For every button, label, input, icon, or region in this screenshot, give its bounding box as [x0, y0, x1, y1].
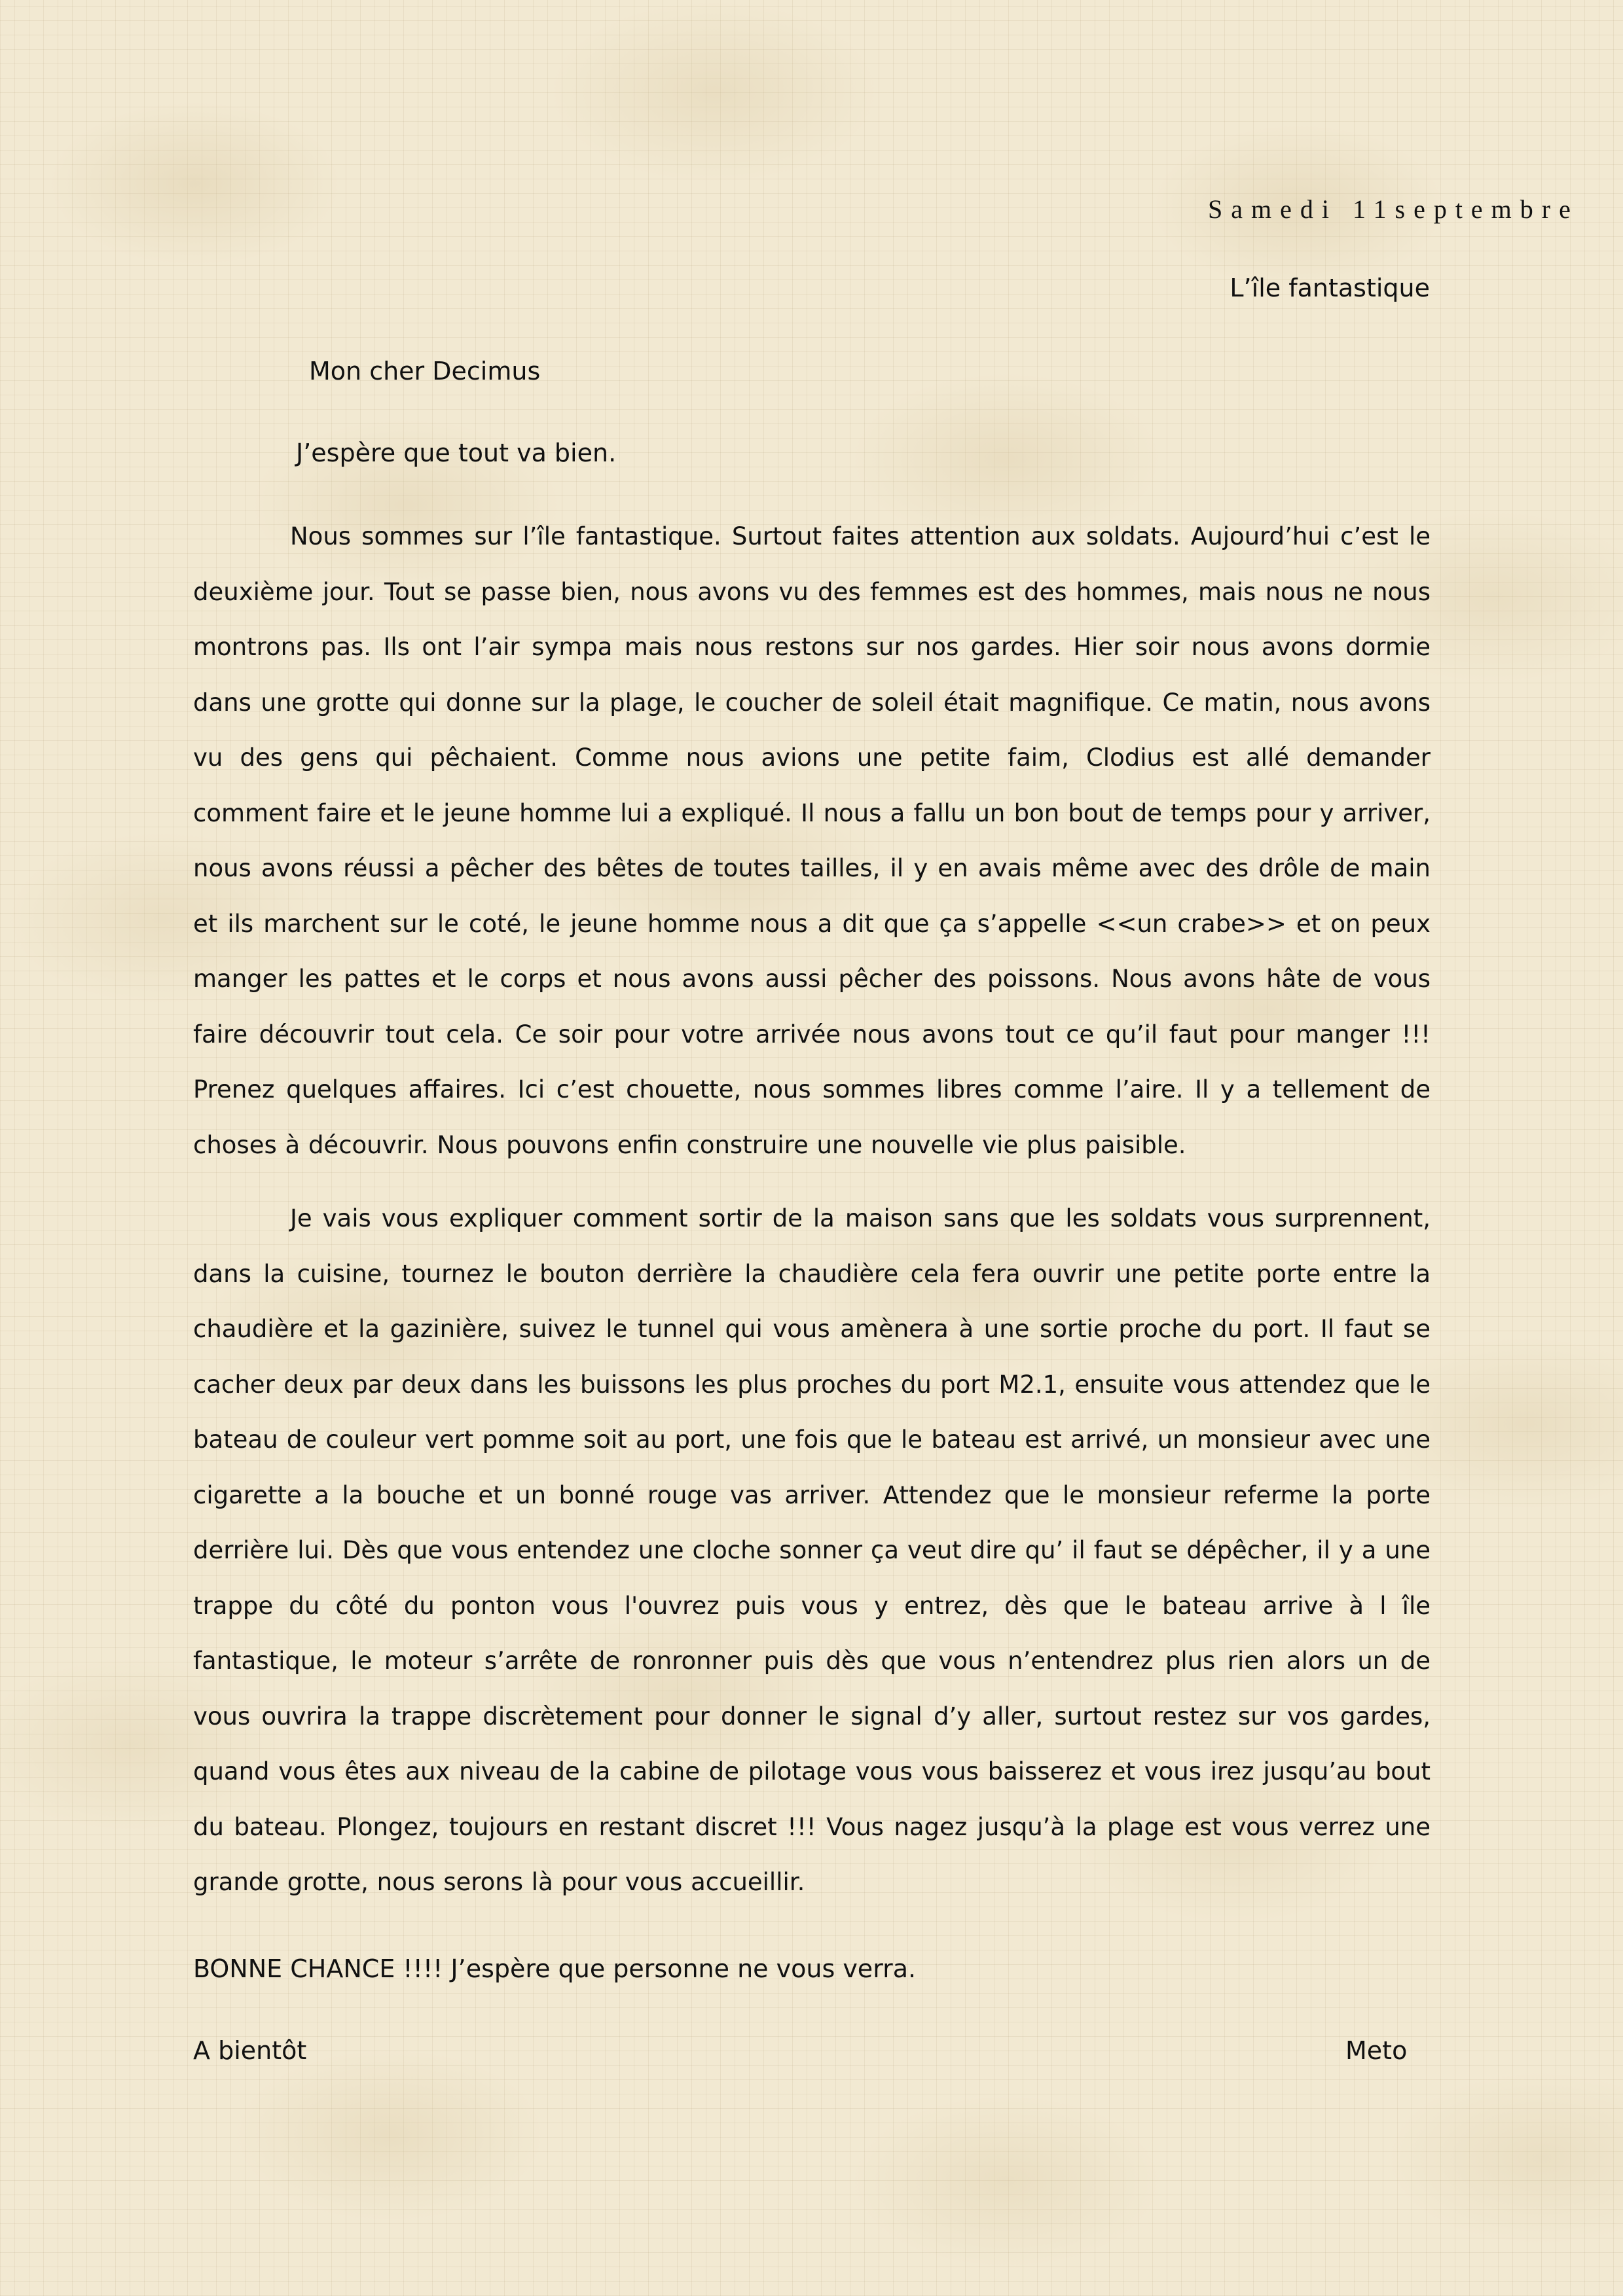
letter-opening: J’espère que tout va bien. — [296, 439, 617, 467]
letter-signature: Meto — [1345, 2036, 1408, 2065]
letter-place: L’île fantastique — [1230, 274, 1430, 302]
letter-paragraph-2: Je vais vous expliquer comment sortir de la maison sans que les soldats vous surprennent, dans la cuisine, tournez le bouton derrière la chaudière cela fera ouvrir une petite porte entre la chaudière et la gazinière, suivez le tunnel qui vous amènera à une sortie proche du port. Il faut se cacher deux par deux dans les buissons les plus proches du port M2.1, ensuite vous attendez que le bateau de couleur vert pomme soit au port, une fois que le bateau est arrivé, un monsieur avec une cigarette a la bouche et un bonné rouge vas arriver. Attendez que le monsieur referme la porte derrière lui. Dès que vous entendez une cloche sonner ça veut dire qu’ il faut se dépêcher, il y a une trappe du côté du ponton vous l'ouvrez puis vous y entrez, dès que le bateau arrive à l île fantastique, le moteur s’arrête de ronronner puis dès que vous n’entendrez plus rien alors un de vous ouvrira la trappe discrètement pour donner le signal d’y aller, surtout restez sur vos gardes, quand vous êtes aux niveau de la cabine de pilotage vous vous baisserez et vous irez jusqu’au bout du bateau. Plongez, toujours en restant discret !!! Vous nagez jusqu’à la plage est vous verrez une grande grotte, nous serons là pour vous accueillir. — [193, 1204, 1431, 1896]
letter-greeting: Mon cher Decimus — [309, 357, 541, 386]
letter-paragraph-1: Nous sommes sur l’île fantastique. Surtout faites attention aux soldats. Aujourd’hui c’est le deuxième jour. Tout se passe bien, nous avons vu des femmes est des hommes, mais nous ne nous montrons pas. Ils ont l’air sympa mais nous restons sur nos gardes. Hier soir nous avons dormie dans une grotte qui donne sur la plage, le coucher de soleil était magnifique. Ce matin, nous avons vu des gens qui pêchaient. Comme nous avions une petite faim, Clodius est allé demander comment faire et le jeune homme lui a expliqué. Il nous a fallu un bon bout de temps pour y arriver, nous avons réussi a pêcher des bêtes de toutes tailles, il y en avais même avec des drôle de main et ils marchent sur le coté, le jeune homme nous a dit que ça s’appelle <<un crabe>> et on peux manger les pattes et le corps et nous avons aussi pêcher des poissons. Nous avons hâte de vous faire découvrir tout cela. Ce soir pour votre arrivée nous avons tout ce qu’il faut pour manger !!! Prenez quelques affaires. Ici c’est chouette, nous sommes libres comme l’aire. Il y a tellement de choses à découvrir. Nous pouvons enfin construire une nouvelle vie plus paisible. — [193, 522, 1431, 1159]
letter-farewell: A bientôt — [193, 2036, 307, 2065]
letter-date: Samedi 11septembre — [1208, 194, 1579, 224]
letter-closing-wish: BONNE CHANCE !!!! J’espère que personne ne vous verra. — [193, 1954, 917, 1983]
